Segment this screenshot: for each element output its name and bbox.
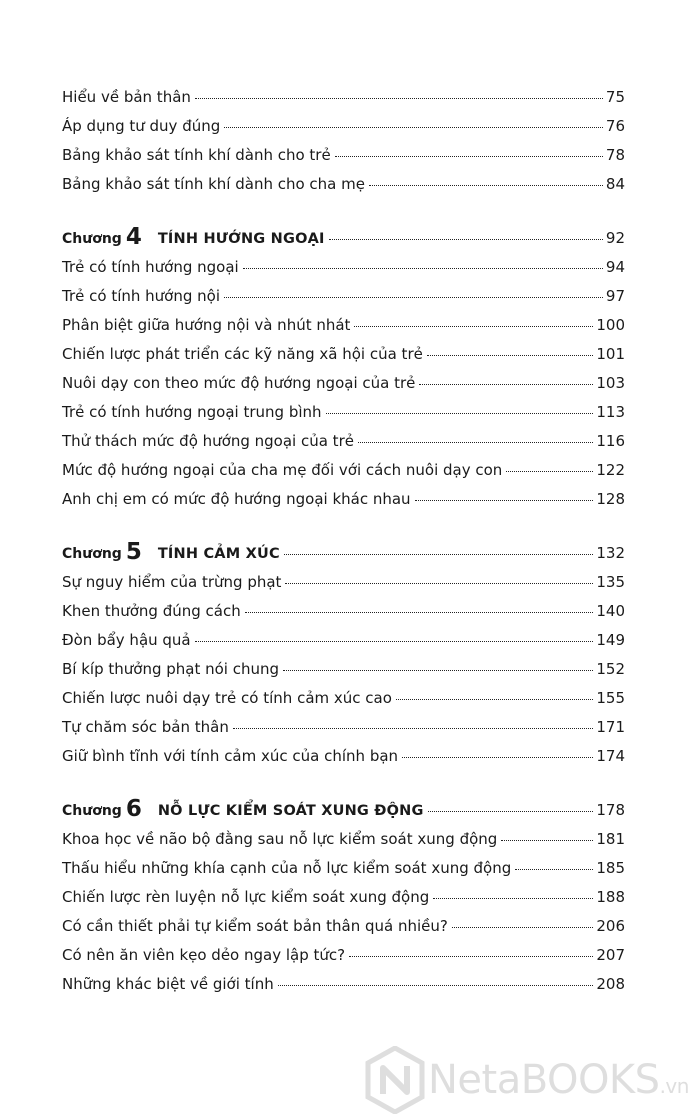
chapter-number: 6	[125, 796, 142, 822]
dot-leader	[402, 756, 593, 758]
dot-leader	[335, 155, 603, 157]
toc-entry	[62, 372, 625, 394]
chapter-title: TÍNH CẢM XÚC	[157, 546, 280, 562]
entry-title: Trẻ có tính hướng ngoại	[62, 258, 239, 276]
entry-title: Sự nguy hiểm của trừng phạt	[62, 573, 282, 591]
page-number: 185	[596, 859, 625, 877]
page-number: 152	[596, 660, 625, 678]
dot-leader	[233, 727, 594, 729]
dot-leader	[278, 984, 594, 986]
toc-entry	[62, 459, 625, 481]
page-number: 171	[596, 718, 625, 736]
entry-title: Phân biệt giữa hướng nội và nhút nhát	[62, 316, 351, 334]
toc-entry	[62, 173, 625, 195]
dot-leader	[195, 97, 603, 99]
chapter-heading	[62, 796, 625, 822]
page-number: 140	[596, 602, 625, 620]
chapter-title: TÍNH HƯỚNG NGOẠI	[157, 231, 325, 247]
dot-leader	[285, 582, 593, 584]
entry-title: Thấu hiểu những khía cạnh của nỗ lực kiểm soát xung động	[62, 859, 512, 877]
neta-logo-icon	[364, 1046, 426, 1114]
page-number: 94	[605, 258, 625, 276]
chapter-number: 5	[125, 539, 142, 565]
page-number: 206	[596, 917, 625, 935]
page-number: 92	[605, 229, 625, 247]
entry-title: Trẻ có tính hướng nội	[62, 287, 220, 305]
page-number: 178	[596, 801, 625, 819]
dot-leader	[433, 897, 593, 899]
dot-leader	[506, 470, 593, 472]
chapter-number: 4	[125, 224, 142, 250]
page-number: 128	[596, 490, 625, 508]
toc-entry	[62, 571, 625, 593]
entry-title: Áp dụng tư duy đúng	[62, 117, 221, 135]
entry-title: Giữ bình tĩnh với tính cảm xúc của chính bạn	[62, 747, 399, 765]
page-number: 122	[596, 461, 625, 479]
toc-entry	[62, 973, 625, 995]
entry-title: Những khác biệt về giới tính	[62, 975, 274, 993]
entry-title: Chiến lược phát triển các kỹ năng xã hội của trẻ	[62, 345, 423, 363]
toc-entry	[62, 716, 625, 738]
dot-leader	[245, 611, 594, 613]
page-number: 100	[596, 316, 625, 334]
dot-leader	[452, 926, 593, 928]
dot-leader	[326, 412, 594, 414]
toc-entry	[62, 828, 625, 850]
page-number: 132	[596, 544, 625, 562]
page-number: 101	[596, 345, 625, 363]
page-number: 84	[605, 175, 625, 193]
dot-leader	[243, 267, 603, 269]
page-number: 208	[596, 975, 625, 993]
entry-title: Nuôi dạy con theo mức độ hướng ngoại của trẻ	[62, 374, 416, 392]
page-number: 116	[596, 432, 625, 450]
entry-title: Trẻ có tính hướng ngoại trung bình	[62, 403, 322, 421]
dot-leader	[354, 325, 593, 327]
page-number: 174	[596, 747, 625, 765]
toc-entry	[62, 629, 625, 651]
chapter-label	[62, 225, 327, 250]
dot-leader	[396, 698, 593, 700]
entry-title: Khoa học về não bộ đằng sau nỗ lực kiểm soát xung động	[62, 830, 498, 848]
toc-entry	[62, 86, 625, 108]
page-number: 78	[605, 146, 625, 164]
page-number: 181	[596, 830, 625, 848]
chapter-label	[62, 540, 282, 565]
chapter-heading	[62, 224, 625, 250]
toc-entry	[62, 256, 625, 278]
dot-leader	[195, 640, 594, 642]
entry-title: Có nên ăn viên kẹo dẻo ngay lập tức?	[62, 946, 346, 964]
chapter-title: NỖ LỰC KIỂM SOÁT XUNG ĐỘNG	[157, 803, 424, 819]
dot-leader	[358, 441, 593, 443]
toc-entry	[62, 343, 625, 365]
toc-entry	[62, 886, 625, 908]
toc-entry	[62, 600, 625, 622]
toc-entry	[62, 430, 625, 452]
watermark	[364, 1040, 700, 1119]
toc-entry	[62, 857, 625, 879]
page-number: 103	[596, 374, 625, 392]
toc-entry	[62, 285, 625, 307]
entry-title: Đòn bẩy hậu quả	[62, 631, 191, 649]
toc-entry	[62, 488, 625, 510]
entry-title: Bảng khảo sát tính khí dành cho trẻ	[62, 146, 331, 164]
toc-entry	[62, 144, 625, 166]
toc-entry	[62, 944, 625, 966]
dot-leader	[427, 354, 594, 356]
entry-title: Mức độ hướng ngoại của cha mẹ đối với cách nuôi dạy con	[62, 461, 503, 479]
page-number: 97	[605, 287, 625, 305]
dot-leader	[415, 499, 594, 501]
entry-title: Có cần thiết phải tự kiểm soát bản thân quá nhiều?	[62, 917, 448, 935]
entry-title: Thử thách mức độ hướng ngoại của trẻ	[62, 432, 354, 450]
watermark-text: NetaBOOKS.vn	[428, 1056, 689, 1103]
dot-leader	[515, 868, 593, 870]
entry-title: Tự chăm sóc bản thân	[62, 718, 229, 736]
page-number: 113	[596, 403, 625, 421]
page-number: 207	[596, 946, 625, 964]
page-number: 149	[596, 631, 625, 649]
page-number: 155	[596, 689, 625, 707]
chapter-word: Chương	[62, 231, 122, 247]
page-number: 188	[596, 888, 625, 906]
toc-entry	[62, 658, 625, 680]
dot-leader	[349, 955, 593, 957]
dot-leader	[329, 238, 603, 240]
chapter-label	[62, 797, 426, 822]
dot-leader	[428, 810, 594, 812]
toc-entry	[62, 915, 625, 937]
page-number: 135	[596, 573, 625, 591]
dot-leader	[283, 669, 593, 671]
chapter-heading	[62, 539, 625, 565]
dot-leader	[284, 553, 594, 555]
toc-entry	[62, 687, 625, 709]
toc-entry	[62, 115, 625, 137]
entry-title: Chiến lược nuôi dạy trẻ có tính cảm xúc cao	[62, 689, 392, 707]
dot-leader	[419, 383, 593, 385]
toc-entry	[62, 401, 625, 423]
chapter-word: Chương	[62, 546, 122, 562]
entry-title: Khen thưởng đúng cách	[62, 602, 241, 620]
entry-title: Hiểu về bản thân	[62, 88, 191, 106]
page-number: 76	[605, 117, 625, 135]
toc-entry	[62, 314, 625, 336]
entry-title: Bảng khảo sát tính khí dành cho cha mẹ	[62, 175, 365, 193]
chapter-word: Chương	[62, 803, 122, 819]
entry-title: Chiến lược rèn luyện nỗ lực kiểm soát xung động	[62, 888, 430, 906]
entry-title: Bí kíp thưởng phạt nói chung	[62, 660, 280, 678]
dot-leader	[369, 184, 603, 186]
toc-entry	[62, 745, 625, 767]
entry-title: Anh chị em có mức độ hướng ngoại khác nhau	[62, 490, 411, 508]
dot-leader	[501, 839, 593, 841]
dot-leader	[224, 126, 603, 128]
page-number: 75	[605, 88, 625, 106]
dot-leader	[224, 296, 603, 298]
